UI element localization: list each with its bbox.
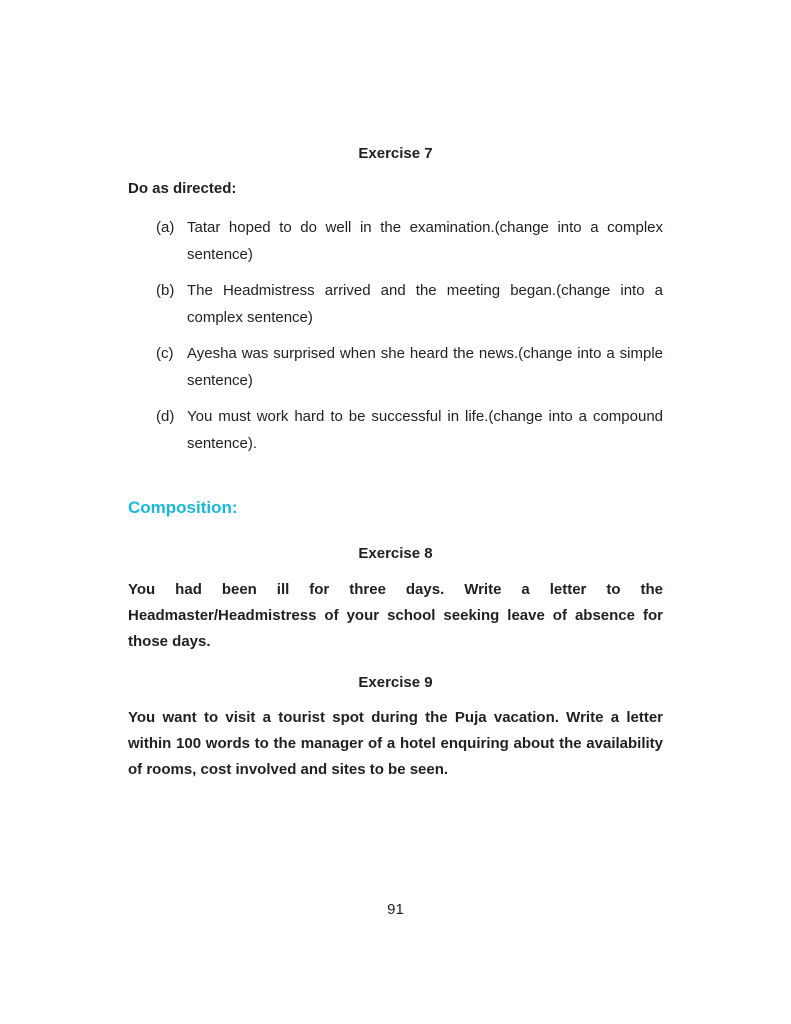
item-label: (d): [156, 408, 175, 425]
exercise-9-heading: Exercise 9: [358, 674, 433, 691]
item-label: (a): [156, 219, 175, 236]
item-label: (c): [156, 345, 174, 362]
exercise-7-instruction: Do as directed:: [128, 180, 237, 197]
exercise-7-item-d: [156, 403, 663, 457]
item-text: Tatar hoped to do well in the examination.(change into a complex sentence): [187, 219, 663, 263]
exercise-7-item-b: [156, 277, 663, 331]
exercise-8-text: You had been ill for three days. Write a letter to the Headmaster/Headmistress of your school seeking leave of absence for those days.: [128, 581, 663, 650]
exercise-9-text: You want to visit a tourist spot during the Puja vacation. Write a letter within 100 words to the manager of a hotel enquiring about the availability of rooms, cost involved and sites to be seen.: [128, 709, 663, 778]
composition-heading: Composition:: [128, 498, 238, 517]
item-text: Ayesha was surprised when she heard the news.(change into a simple sentence): [187, 345, 663, 389]
item-label: (b): [156, 282, 175, 299]
exercise-8-heading: Exercise 8: [358, 545, 433, 562]
item-text: You must work hard to be successful in life.(change into a compound sentence).: [187, 408, 663, 452]
exercise-7-item-c: [156, 340, 663, 394]
exercise-7-heading: Exercise 7: [358, 145, 433, 162]
page-number: 91: [387, 901, 404, 918]
item-text: The Headmistress arrived and the meeting began.(change into a complex sentence): [187, 282, 663, 326]
exercise-7-item-a: [156, 214, 663, 268]
